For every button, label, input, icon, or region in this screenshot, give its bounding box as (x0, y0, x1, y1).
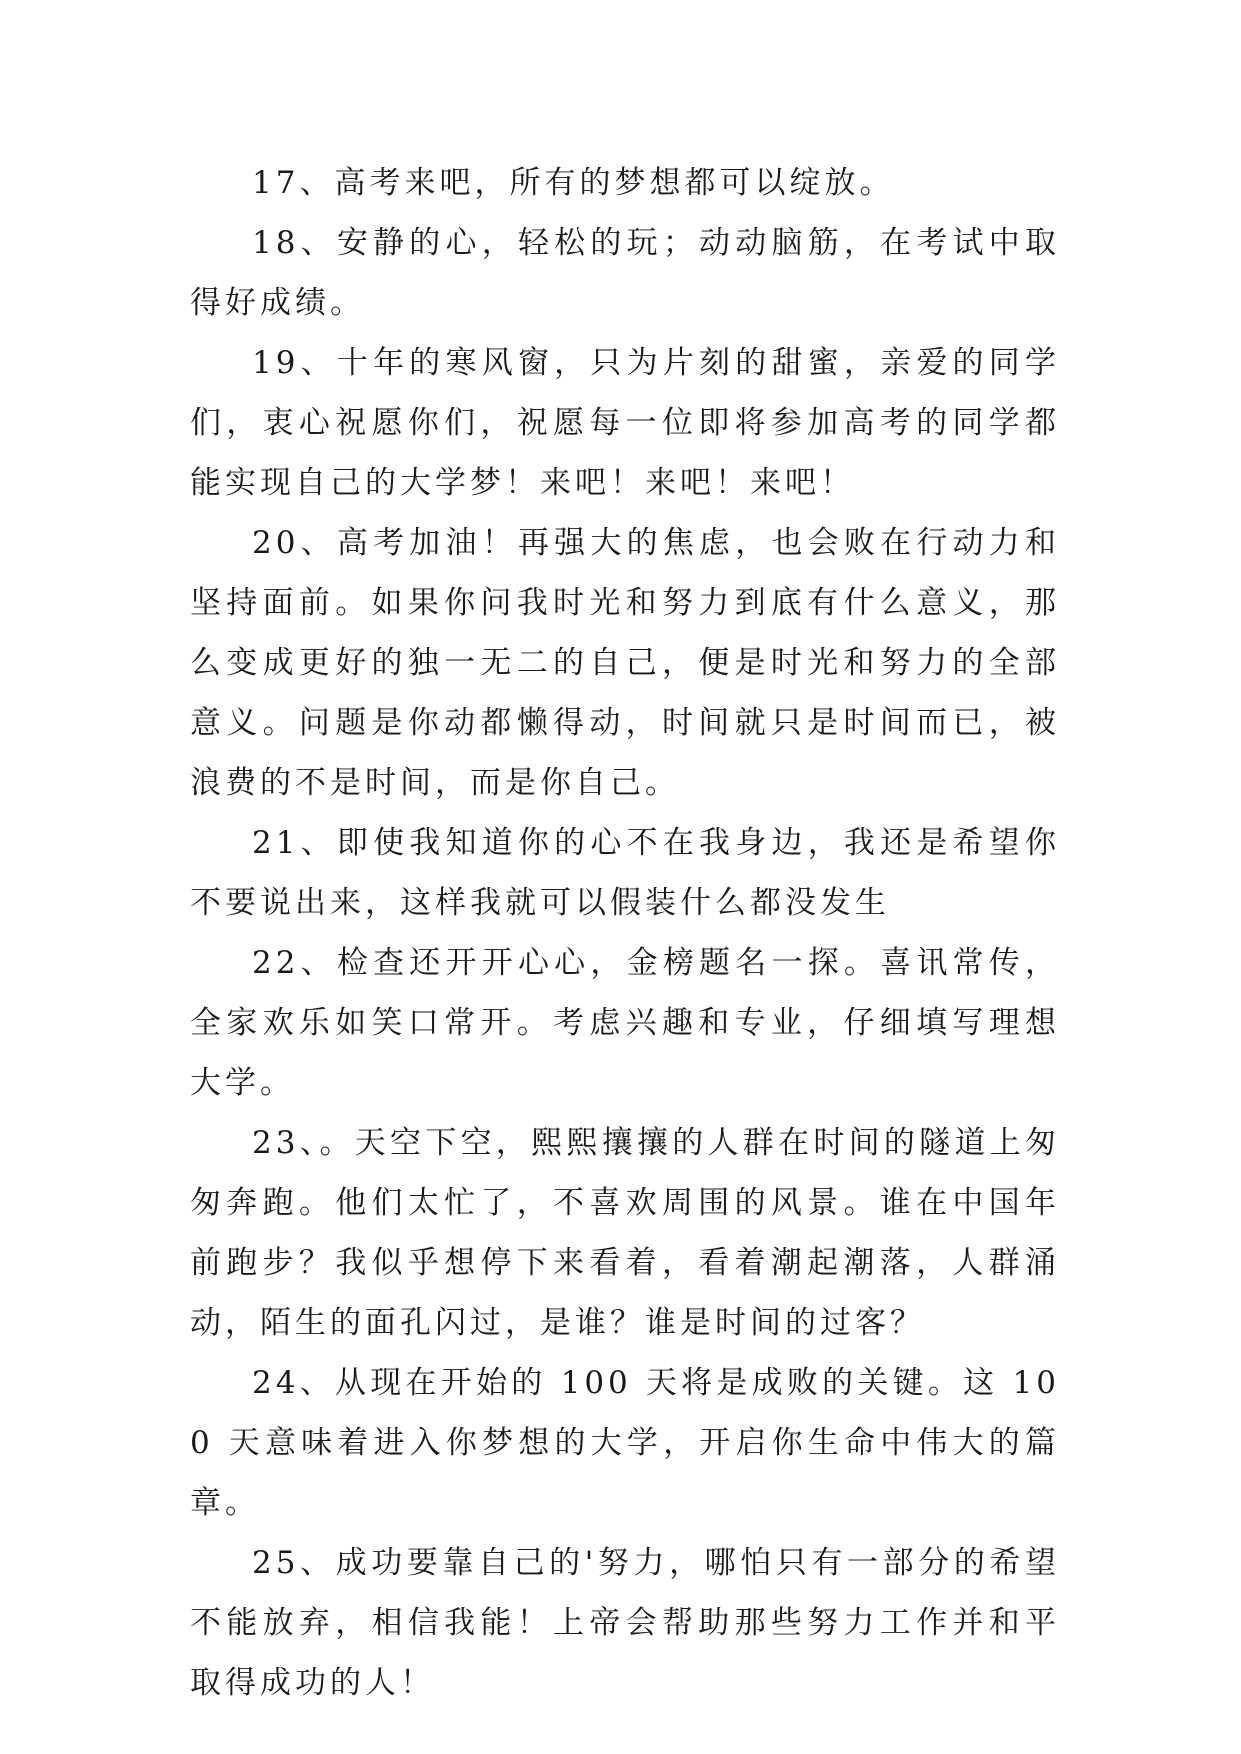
paragraph-19: 19、十年的寒风窗，只为片刻的甜蜜，亲爱的同学们，衷心祝愿你们，祝愿每一位即将参加高考的同学都能实现自己的大学梦！来吧！来吧！来吧！ (190, 345, 1060, 501)
paragraph-24: 24、从现在开始的 100 天将是成败的关键。这 100 天意味着进入你梦想的大学，开启你生命中伟大的篇章。 (190, 1365, 1060, 1521)
paragraph-21: 21、即使我知道你的心不在我身边，我还是希望你不要说出来，这样我就可以假装什么都没发生 (190, 825, 1060, 921)
paragraph-23: 23、。天空下空，熙熙攘攘的人群在时间的隧道上匆匆奔跑。他们太忙了，不喜欢周围的风景。谁在中国年前跑步？我似乎想停下来看着，看着潮起潮落，人群涌动，陌生的面孔闪过，是谁？谁是时间的过客？ (190, 1125, 1060, 1341)
paragraph-25: 25、成功要靠自己的'努力，哪怕只有一部分的希望不能放弃，相信我能！上帝会帮助那些努力工作并和平取得成功的人！ (190, 1545, 1060, 1701)
paragraph-20: 20、高考加油！再强大的焦虑，也会败在行动力和坚持面前。如果你问我时光和努力到底有什么意义，那么变成更好的独一无二的自己，便是时光和努力的全部意义。问题是你动都懒得动，时间就只是时间而已，被浪费的不是时间，而是你自己。 (190, 525, 1060, 801)
paragraph-18: 18、安静的心，轻松的玩；动动脑筋，在考试中取得好成绩。 (190, 225, 1060, 321)
document-body (190, 153, 1060, 1713)
paragraph-17: 17、高考来吧，所有的梦想都可以绽放。 (252, 165, 895, 201)
paragraph-22: 22、检查还开开心心，金榜题名一探。喜讯常传，全家欢乐如笑口常开。考虑兴趣和专业，仔细填写理想大学。 (190, 945, 1060, 1101)
